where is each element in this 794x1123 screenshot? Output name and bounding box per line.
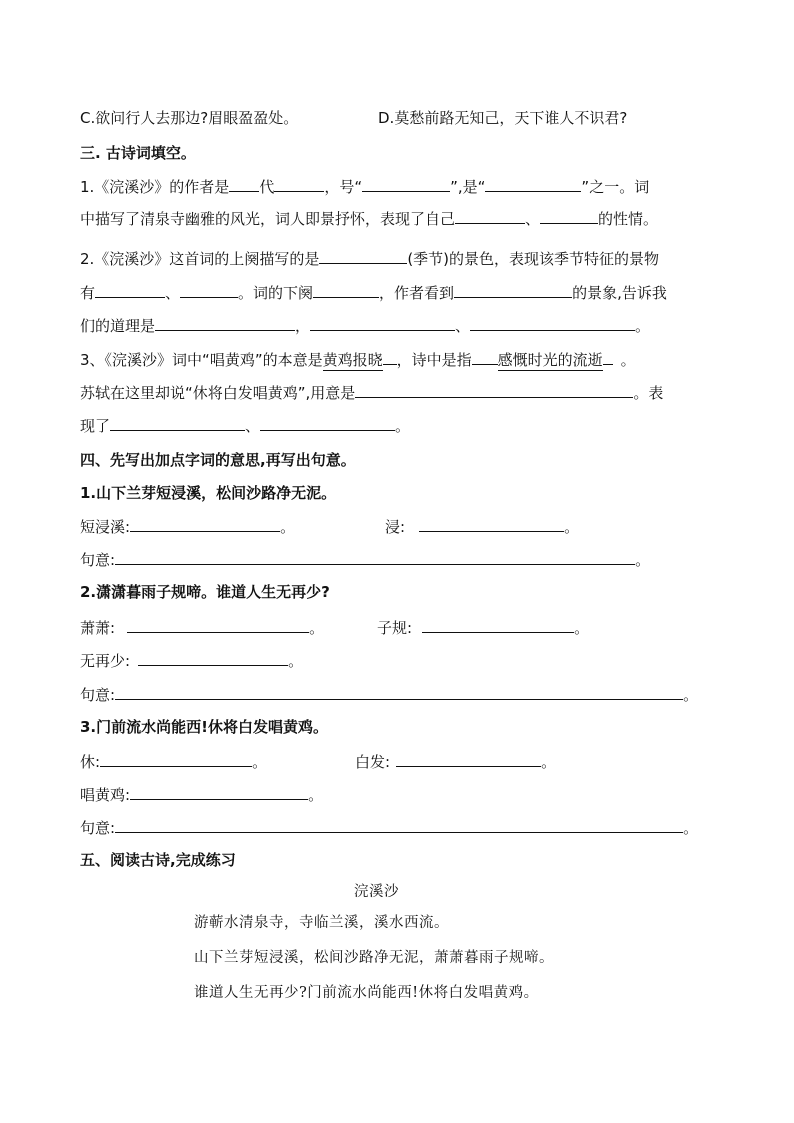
blank[interactable]	[130, 784, 308, 800]
text: 。	[395, 417, 411, 435]
q3-3-line1	[80, 349, 636, 370]
section-3-title: 三. 古诗词填空。	[80, 144, 196, 162]
label: 浸:	[385, 518, 406, 536]
text: ”之一。词	[581, 178, 650, 196]
s4-2-wuzaishao	[80, 650, 303, 671]
q3-2-line2	[80, 282, 667, 303]
s4-1-duanjinxi	[80, 516, 295, 537]
text: 。	[280, 518, 296, 536]
text: 。	[564, 518, 580, 536]
text: ，	[295, 317, 311, 335]
blank[interactable]	[540, 208, 598, 224]
s4-3-baifa	[355, 751, 556, 772]
label: 子规:	[377, 619, 413, 637]
text: 。	[288, 652, 304, 670]
blank[interactable]	[127, 617, 309, 633]
text: 的性情。	[598, 210, 659, 228]
text: 中描写了清泉寺幽雅的风光，词人即景抒怀，表现了自己	[80, 210, 456, 228]
s4-1-jin	[385, 516, 579, 537]
text: 。	[635, 317, 651, 335]
blank[interactable]	[110, 415, 245, 431]
poem-line-1: 游蕲水清泉寺，寺临兰溪，溪水西流。	[194, 915, 449, 931]
text: 3、《浣溪沙》词中“唱黄鸡”的本意是	[80, 351, 323, 369]
text: 现了	[80, 417, 111, 435]
text: 、	[245, 417, 261, 435]
q3-2-line3	[80, 315, 650, 336]
text: 。	[574, 619, 590, 637]
label: 白发:	[355, 753, 391, 771]
text: 、	[525, 210, 541, 228]
q3-3-line3	[80, 415, 410, 436]
blank[interactable]	[470, 315, 635, 331]
blank[interactable]	[155, 315, 295, 331]
option-c: C.欲问行人去那边?眉眼盈盈处。	[80, 109, 299, 127]
text: ，号“	[324, 178, 363, 196]
q3-3-line2	[80, 382, 663, 403]
s4-1-title: 1.山下兰芽短浸溪，松间沙路净无泥。	[80, 484, 337, 502]
label: 无再少:	[80, 652, 131, 670]
blank[interactable]	[180, 282, 238, 298]
s4-2-juyi	[80, 684, 698, 705]
blank	[603, 349, 613, 365]
blank[interactable]	[229, 176, 259, 192]
blank[interactable]	[95, 282, 165, 298]
poem-title: 浣溪沙	[354, 884, 399, 900]
blank[interactable]	[355, 382, 633, 398]
label: 休:	[80, 753, 101, 771]
blank[interactable]	[455, 208, 525, 224]
text: 2.《浣溪沙》这首词的上阕描写的是	[80, 250, 320, 268]
label: 唱黄鸡:	[80, 786, 131, 804]
answer-1: 黄鸡报晓	[322, 351, 383, 369]
blank[interactable]	[362, 176, 450, 192]
s4-2-xiaoxiao	[80, 617, 324, 638]
s4-3-title: 3.门前流水尚能西!休将白发唱黄鸡。	[80, 718, 328, 736]
poem-line-2: 山下兰芽短浸溪，松间沙路净无泥，萧萧暮雨子规啼。	[194, 950, 554, 966]
section-5-title: 五、阅读古诗,完成练习	[80, 851, 236, 869]
s4-1-juyi	[80, 549, 650, 570]
text: 们的道理是	[80, 317, 156, 335]
blank[interactable]	[454, 282, 572, 298]
text: 。	[683, 686, 699, 704]
blank[interactable]	[130, 516, 280, 532]
q3-1-line1	[80, 176, 649, 197]
text: 。	[683, 819, 699, 837]
text: 。	[309, 619, 325, 637]
text: 。	[252, 753, 268, 771]
s4-3-juyi	[80, 817, 698, 838]
blank[interactable]	[485, 176, 581, 192]
s4-3-xiu	[80, 751, 267, 772]
label: 句意:	[80, 819, 116, 837]
text: 。词的下阕	[238, 284, 314, 302]
label: 句意:	[80, 551, 116, 569]
label: 萧萧:	[80, 619, 116, 637]
text: 、	[455, 317, 471, 335]
text: ”,是“	[450, 178, 486, 196]
q3-2-line1	[80, 248, 659, 269]
label: 短浸溪:	[80, 518, 131, 536]
blank[interactable]	[310, 315, 455, 331]
option-d: D.莫愁前路无知己，天下谁人不识君?	[378, 109, 628, 127]
blank[interactable]	[396, 751, 541, 767]
blank[interactable]	[100, 751, 252, 767]
blank	[383, 349, 397, 365]
text: 。	[635, 551, 651, 569]
blank[interactable]	[115, 684, 683, 700]
text: 。	[620, 351, 636, 369]
blank[interactable]	[274, 176, 324, 192]
text: 有	[80, 284, 96, 302]
s4-2-title: 2.潇潇暮雨子规啼。谁道人生无再少?	[80, 583, 330, 601]
blank[interactable]	[419, 516, 564, 532]
blank[interactable]	[260, 415, 395, 431]
blank[interactable]	[115, 549, 635, 565]
blank[interactable]	[319, 248, 407, 264]
s4-2-zigui	[377, 617, 589, 638]
label: 句意:	[80, 686, 116, 704]
poem-line-3: 谁道人生无再少?门前流水尚能西!休将白发唱黄鸡。	[194, 985, 539, 1001]
text: ，诗中是指	[396, 351, 472, 369]
text: 。	[541, 753, 557, 771]
blank[interactable]	[422, 617, 574, 633]
q3-1-line2	[80, 208, 658, 229]
text: 代	[259, 178, 275, 196]
text: 1.《浣溪沙》的作者是	[80, 178, 230, 196]
blank[interactable]	[138, 650, 288, 666]
answer-2: 感慨时光的流逝	[497, 351, 603, 369]
text: ，作者看到	[379, 284, 455, 302]
text: 、	[165, 284, 181, 302]
blank[interactable]	[313, 282, 379, 298]
s4-3-changhuangji	[80, 784, 323, 805]
text: 的景象,告诉我	[572, 284, 667, 302]
section-4-title: 四、先写出加点字词的意思,再写出句意。	[80, 451, 356, 469]
blank[interactable]	[115, 817, 683, 833]
text: 苏轼在这里却说“休将白发唱黄鸡”,用意是	[80, 384, 356, 402]
text: 。	[308, 786, 324, 804]
blank	[472, 349, 498, 365]
text: 。表	[633, 384, 664, 402]
text: (季节)的景色，表现该季节特征的景物	[407, 250, 660, 268]
